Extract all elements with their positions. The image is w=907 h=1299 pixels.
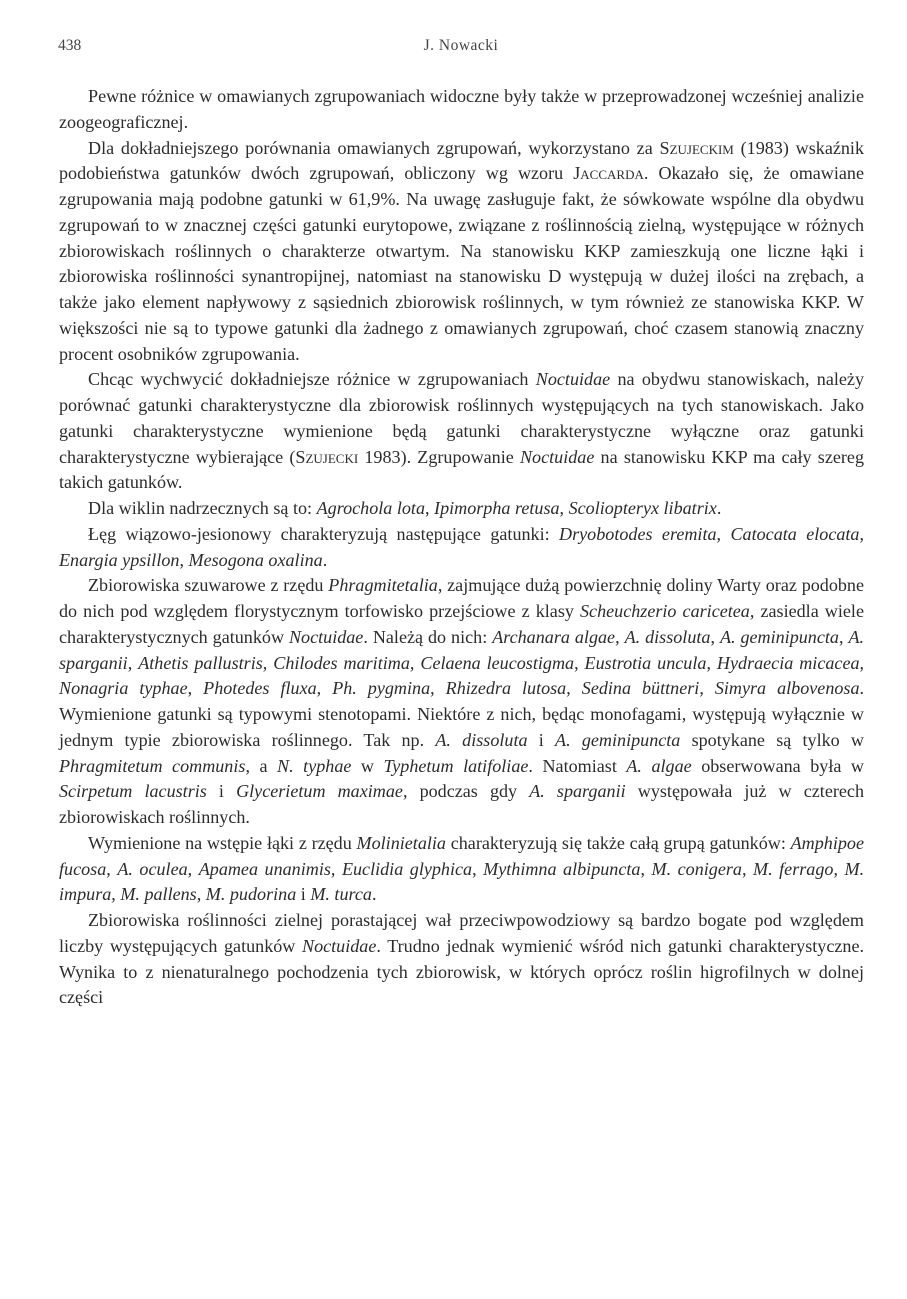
text-run: , [559, 498, 569, 518]
italic-run: A. geminipuncta [719, 626, 839, 647]
text-run: , [409, 652, 421, 673]
running-author: J. Nowacki [423, 37, 499, 54]
paragraph-5 [59, 522, 864, 574]
italic-run: Noctuidae [519, 446, 595, 467]
italic-run: Ipimorpha retusa [434, 498, 560, 518]
text-run: , zasiedla wiele charakterystycznych gatunków [59, 601, 864, 647]
italic-run: M. pudorina [205, 884, 297, 905]
text-run: Zbiorowiska szuwarowe z rzędu [88, 575, 329, 596]
italic-run: Rhizedra lutosa [445, 678, 567, 699]
italic-run: N. typhae [277, 755, 352, 776]
text-run: Zbiorowiska roślinności zielnej porastającej wał przeciwpowodziowy są bardzo bogate pod względem liczby występujących gatunków [59, 910, 864, 956]
text-run: , [833, 858, 845, 879]
paragraph-4 [59, 496, 864, 522]
text-run: , zajmujące dużą powierzchnię doliny Warty oraz podobne do nich pod względem florystycznym torfowisko przejściowe z klasy [59, 575, 865, 621]
text-run: , a [245, 755, 278, 776]
italic-run: A. dissoluta [624, 626, 711, 647]
italic-run: Enargia ypsillon [59, 549, 180, 570]
italic-run: Noctuidae [535, 369, 611, 390]
text-run: , [262, 652, 274, 673]
text-run: , [425, 498, 435, 518]
italic-run: Phragmitetum communis [59, 755, 246, 776]
italic-run: Mesogona oxalina [188, 549, 323, 570]
text-run: . [716, 498, 722, 518]
text-run: , [574, 652, 585, 673]
italic-run: M. ferrago [753, 858, 834, 879]
text-run: Łęg wiązowo-jesionowy charakteryzują następujące gatunki: [88, 523, 560, 544]
italic-run: A. sparganii [529, 781, 626, 802]
text-run: , [106, 858, 118, 879]
text-run: na obydwu stanowiskach, należy porównać gatunki charakterystyczne dla zbiorowisk roślinnych występujących na tych stanowiskach. Jako gatunki charakterystyczne wymienione będą gatunki charakterystyczne wyłączne oraz gatunki charakterystyczne wybierające ( [59, 369, 864, 467]
text-run: Dla dokładniejszego porównania omawianych zgrupowań, wykorzystano za [88, 137, 660, 158]
italic-run: A. geminipuncta [555, 729, 681, 750]
italic-run: Scirpetum lacustris [59, 781, 207, 802]
italic-run: Photedes fluxa [203, 678, 317, 699]
text-run: spotykane są tylko w [680, 729, 864, 750]
italic-run: A. dissoluta [435, 729, 528, 750]
text-run: , [716, 523, 731, 544]
italic-run: A. sparganii [59, 626, 865, 673]
page-number: 438 [58, 37, 82, 54]
italic-run: Athetis pallustris [138, 652, 263, 673]
paragraph-6 [59, 573, 864, 831]
italic-run: Eustrotia uncula [584, 652, 707, 673]
text-run: , [196, 884, 206, 905]
small-caps-run: Szujeckim [659, 137, 734, 158]
italic-run: Euclidia glyphica [341, 858, 473, 879]
text-run: , [316, 678, 333, 699]
italic-run: Nonagria typhae [59, 678, 188, 699]
text-run: . Trudno jednak wymienić wśród nich gatunki charakterystyczne. Wynika to z nienaturalnego pochodzenia tych zbiorowisk, w których oprócz roślin higrofilnych w dolnej części [59, 935, 864, 1008]
text-run: i [206, 781, 237, 802]
text-run: , [640, 858, 652, 879]
text-run: . Należą do nich: [363, 626, 493, 647]
text-run: Pewne różnice w omawianych zgrupowaniach widoczne były także w przeprowadzonej wcześniej analizie zoogeograficznej. [59, 86, 864, 132]
text-run: , [838, 626, 849, 647]
italic-run: M. turca [310, 884, 372, 905]
paragraph-3 [59, 367, 864, 496]
body-text [59, 84, 865, 1011]
paragraph-2 [59, 136, 864, 368]
text-run: Dla wiklin nadrzecznych są to: [88, 498, 317, 518]
text-run: , [859, 523, 865, 544]
text-run: , [330, 858, 342, 879]
text-run: , [699, 678, 715, 699]
text-run: , [127, 652, 139, 673]
italic-run: Noctuidae [288, 626, 364, 647]
italic-run: A. oculea [117, 858, 188, 879]
text-run: i [527, 729, 556, 750]
text-run: , [187, 678, 204, 699]
small-caps-run: Szujecki [295, 446, 359, 467]
text-run: , [706, 652, 717, 673]
italic-run: Sedina büttneri [581, 678, 700, 699]
text-run: , [741, 858, 754, 879]
italic-run: Phragmitetalia [328, 575, 438, 596]
text-run: . Natomiast [528, 755, 627, 776]
italic-run: Hydraecia micacea [716, 652, 860, 673]
italic-run: Typhetum latifoliae [383, 755, 529, 776]
italic-run: Simyra albovenosa [714, 678, 860, 699]
paragraph-1 [59, 84, 864, 136]
italic-run: A. algae [626, 755, 692, 776]
italic-run: M. impura [59, 858, 865, 905]
text-run: na stanowisku KKP ma cały szereg takich gatunków. [59, 446, 864, 493]
text-run: w [351, 755, 384, 776]
text-run: , [710, 626, 720, 647]
text-run: , [179, 549, 189, 570]
italic-run: Scheuchzerio caricetea [580, 601, 750, 621]
text-run: Chcąc wychwycić dokładniejsze różnice w zgrupowaniach [88, 369, 536, 390]
paragraph-7 [59, 831, 864, 908]
text-run: Wymienione na wstępie łąki z rzędu [88, 832, 357, 853]
text-run: , [430, 678, 446, 699]
italic-run: M. conigera [651, 858, 742, 879]
text-run: , [566, 678, 582, 699]
text-run: , [615, 626, 625, 647]
text-run: 1983). Zgrupowanie [358, 446, 520, 467]
italic-run: Archanara algae [492, 626, 616, 647]
italic-run: M. pallens [120, 884, 197, 905]
italic-run: Catocata elocata [730, 523, 860, 544]
running-header [58, 37, 864, 59]
italic-run: Chilodes maritima [273, 652, 410, 673]
text-run: charakteryzują się także całą grupą gatunków: [445, 832, 791, 853]
italic-run: Glycerietum maximae [236, 781, 403, 802]
text-run: . [322, 549, 328, 570]
text-run: i [296, 884, 311, 905]
italic-run: Agrochola lota [316, 498, 425, 518]
italic-run: Dryobotodes eremita [559, 523, 717, 544]
text-run: występowała już w czterech zbiorowiskach roślinnych. [59, 781, 864, 827]
paragraph-8 [59, 908, 864, 1011]
italic-run: Scoliopteryx libatrix [568, 498, 717, 518]
text-run: , [111, 884, 121, 905]
small-caps-run: Jaccarda [573, 163, 644, 184]
italic-run: Celaena leucostigma [420, 652, 575, 673]
text-run: , podczas gdy [402, 781, 530, 802]
italic-run: Molinietalia [356, 832, 446, 853]
text-run: , [859, 652, 865, 673]
text-run: . [371, 884, 377, 905]
text-run: , [472, 858, 484, 879]
italic-run: Mythimna albipuncta [483, 858, 641, 879]
italic-run: Amphipoe fucosa [59, 832, 864, 879]
text-run: . Wymienione gatunki są typowymi stenotopami. Niektóre z nich, będąc monofagami, występują wyłącznie w jednym typie zbiorowiska roślinnego. Tak np. [59, 678, 865, 750]
text-run: , [187, 858, 199, 879]
text-run: obserwowana była w [691, 755, 864, 776]
italic-run: Apamea unanimis [198, 858, 331, 879]
italic-run: Noctuidae [302, 935, 377, 956]
italic-run: Ph. pygmina [332, 678, 431, 699]
text-run: (1983) wskaźnik podobieństwa gatunków dwóch zgrupowań, obliczony wg wzoru [59, 137, 864, 184]
text-run: . Okazało się, że omawiane zgrupowania mają podobne gatunki w 61,9%. Na uwagę zasługuje fakt, że sówkowate wspólne dla obydwu zgrupowań to w znacznej części gatunki eurytopowe, związane z roślinnością zielną, występujące w różnych zbiorowiskach roślinnych o charakterze otwartym. Na stanowisku KKP zamieszkują one liczne łąki i zbiorowiska roślinności synantropijnej, natomiast na stanowisku D występują w dużej ilości na zrębach, a także jako element napływowy z sąsiednich zbiorowisk roślinnych, w tym również ze stanowiska KKP. W większości nie są to typowe gatunki dla żadnego z omawianych zgrupowań, choć czasem stanowią znaczny procent osobników zgrupowania. [59, 163, 865, 364]
